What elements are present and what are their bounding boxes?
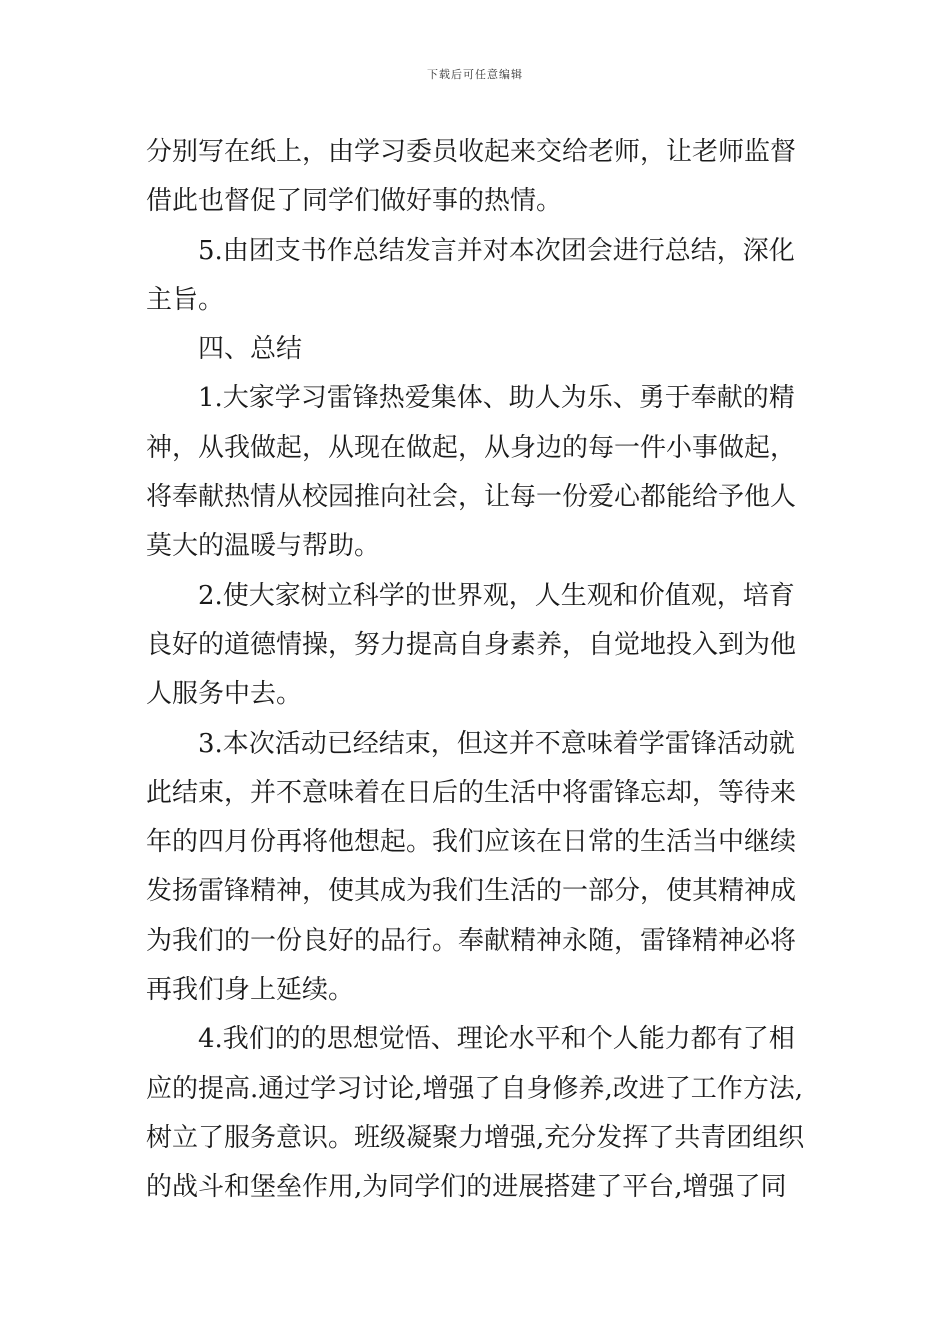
section-heading: 四、总结 [198, 334, 303, 365]
page-header: 下载后可任意编辑 [427, 68, 523, 81]
text-line: 的战斗和堡垒作用,为同学们的进展搭建了平台,增强了同 [146, 1172, 787, 1203]
text-line: 再我们身上延续。 [146, 975, 355, 1006]
text-line: 借此也督促了同学们做好事的热情。 [146, 186, 563, 217]
text-line: 神，从我做起，从现在做起，从身边的每一件小事做起， [146, 432, 797, 463]
text-line: 1.大家学习雷锋热爱集体、助人为乐、勇于奉献的精 [198, 383, 795, 414]
document-body [146, 128, 808, 1213]
text-line: 3.本次活动已经结束，但这并不意味着学雷锋活动就 [198, 728, 795, 759]
text-line: 将奉献热情从校园推向社会，让每一份爱心都能给予他人 [146, 482, 797, 513]
text-line: 为我们的一份良好的品行。奉献精神永随，雷锋精神必将 [146, 925, 797, 956]
text-line: 人服务中去。 [146, 679, 303, 710]
text-line: 2.使大家树立科学的世界观，人生观和价值观，培育 [198, 580, 795, 611]
text-line: 应的提高.通过学习讨论,增强了自身修养,改进了工作方法, [146, 1073, 804, 1104]
text-line: 年的四月份再将他想起。我们应该在日常的生活当中继续 [146, 827, 797, 858]
text-line: 分别写在纸上，由学习委员收起来交给老师，让老师监督 [146, 137, 797, 167]
text-line: 5.由团支书作总结发言并对本次团会进行总结，深化 [198, 235, 795, 266]
text-line: 此结束，并不意味着在日后的生活中将雷锋忘却，等待来 [146, 777, 797, 808]
text-line: 4.我们的的思想觉悟、理论水平和个人能力都有了相 [198, 1024, 795, 1055]
text-line: 发扬雷锋精神，使其成为我们生活的一部分，使其精神成 [146, 876, 797, 907]
text-line: 树立了服务意识。班级凝聚力增强,充分发挥了共青团组织 [146, 1122, 805, 1153]
text-line: 主旨。 [146, 284, 225, 315]
text-line: 良好的道德情操，努力提高自身素养，自觉地投入到为他 [146, 629, 797, 660]
text-line: 莫大的温暖与帮助。 [146, 531, 381, 562]
